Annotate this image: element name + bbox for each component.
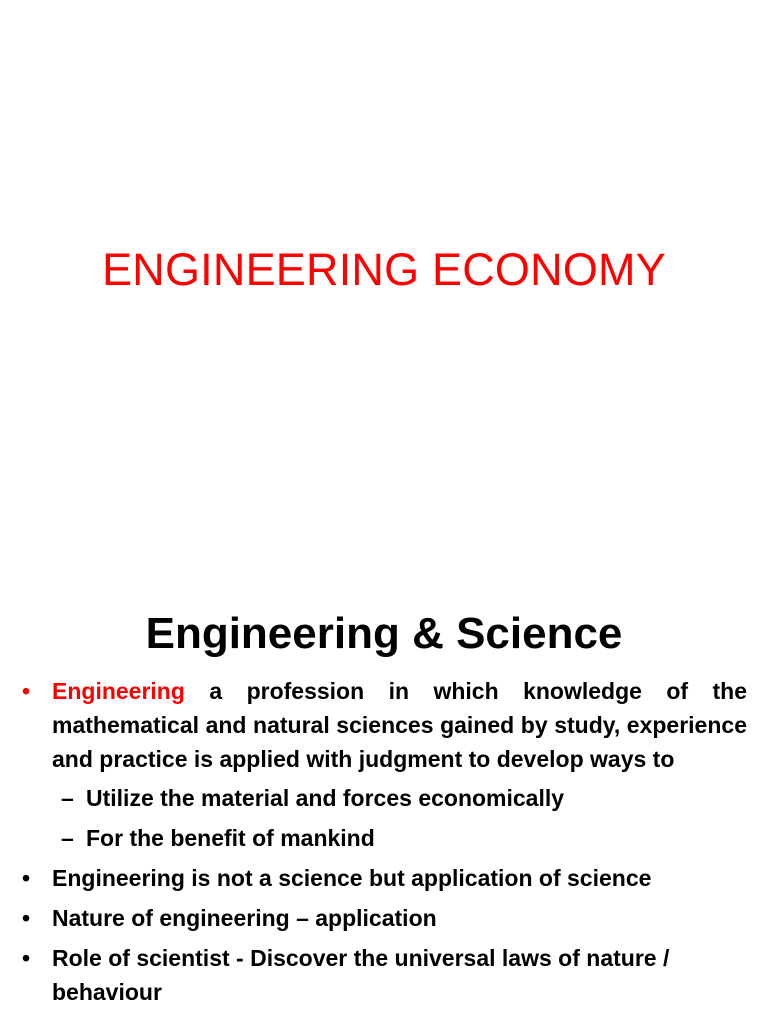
bullet-marker: •: [22, 678, 31, 704]
content-slide: [0, 576, 768, 1024]
presentation-title: ENGINEERING ECONOMY: [102, 244, 666, 295]
bullet-text: Nature of engineering – application: [52, 905, 437, 931]
bullet-marker: •: [22, 945, 31, 971]
bullet-item-definition: [0, 674, 768, 776]
definition-term: Engineering: [52, 678, 185, 704]
bullet-item: [0, 861, 768, 895]
bullet-item: [0, 941, 768, 1009]
bullet-text: Role of scientist - Discover the universal laws of nature / behaviour: [52, 945, 670, 1005]
bullet-marker: •: [22, 865, 31, 891]
sub-bullet-text: Utilize the material and forces economically: [86, 785, 565, 811]
bullet-text: Engineering is not a science but application of science: [52, 865, 652, 891]
sub-bullet-text: For the benefit of mankind: [86, 825, 375, 851]
sub-bullet-item: [0, 821, 768, 855]
slide-title: Engineering & Science: [145, 609, 623, 658]
bullet-list: [0, 674, 768, 1009]
definition-text: [52, 674, 747, 776]
sub-bullet-item: [0, 781, 768, 815]
bullet-item: [0, 901, 768, 935]
definition-body: a profession in which knowledge of the mathematical and natural sciences gained by study, experience and practice is applied with judgment to develop ways to: [52, 678, 747, 772]
bullet-marker: •: [22, 905, 31, 931]
dash-marker: –: [61, 825, 74, 851]
dash-marker: –: [61, 785, 74, 811]
